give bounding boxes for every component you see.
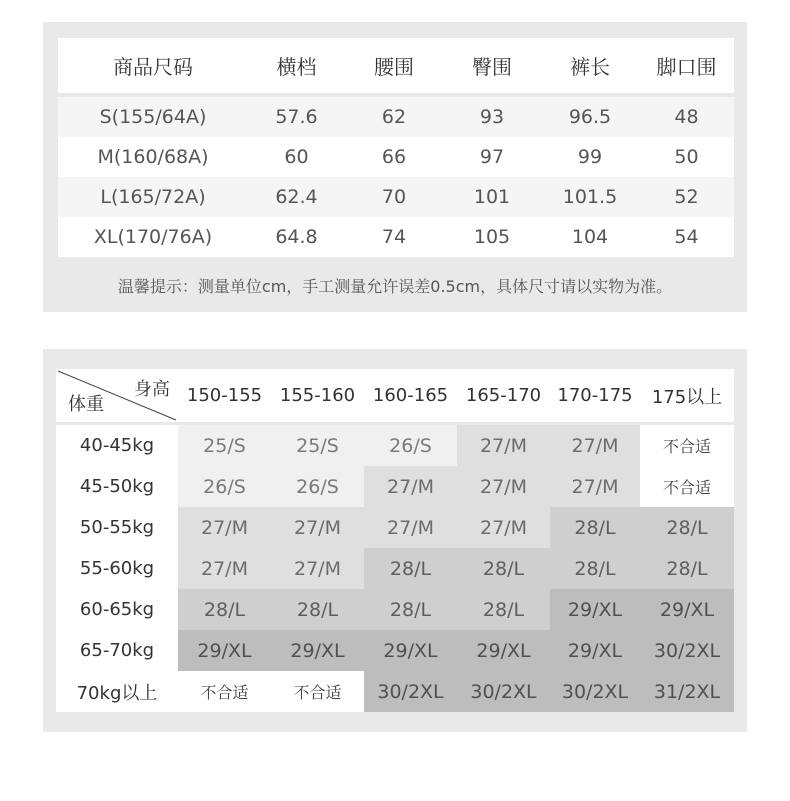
corner-height-label: 身高 (134, 379, 170, 400)
table-cell: 28/L (550, 548, 640, 589)
corner-weight-label: 体重 (68, 394, 104, 415)
table-cell: 27/M (550, 425, 640, 466)
table-cell: 26/S (178, 466, 271, 507)
table-cell: 27/M (457, 425, 550, 466)
weight-label: 50-55kg (56, 507, 178, 548)
table-row (58, 137, 734, 177)
table-cell: 104 (541, 217, 639, 257)
table-cell: 28/L (364, 548, 457, 589)
table-cell: 93 (443, 97, 541, 137)
size-label: L(165/72A) (58, 177, 248, 217)
table-cell: 30/2XL (640, 630, 734, 671)
height-header: 175以上 (640, 369, 734, 422)
table-cell: 28/L (178, 589, 271, 630)
table-cell: 不合适 (640, 425, 734, 466)
table-cell: 64.8 (248, 217, 345, 257)
table-cell: 29/XL (550, 589, 640, 630)
table-cell: 70 (345, 177, 443, 217)
table-cell: 27/M (457, 466, 550, 507)
recommendation-table (56, 369, 734, 712)
height-header: 150-155 (178, 369, 271, 422)
table-cell: 27/M (457, 507, 550, 548)
table-cell: 28/L (640, 507, 734, 548)
table-cell: 不合适 (640, 466, 734, 507)
table-cell: 48 (639, 97, 734, 137)
table-cell: 27/M (550, 466, 640, 507)
table-row (56, 548, 734, 589)
table-cell: 62 (345, 97, 443, 137)
size-chart-panel (43, 22, 747, 312)
table-cell: 54 (639, 217, 734, 257)
header-size: 商品尺码 (58, 38, 248, 93)
weight-label: 40-45kg (56, 425, 178, 466)
table-row (58, 217, 734, 257)
table-cell: 74 (345, 217, 443, 257)
table-cell: 52 (639, 177, 734, 217)
size-chart-table (58, 38, 734, 257)
table-cell: 27/M (271, 507, 364, 548)
table-cell: 25/S (271, 425, 364, 466)
table-cell: 27/M (364, 466, 457, 507)
header-hip: 臀围 (443, 38, 541, 93)
table-cell: 27/M (364, 507, 457, 548)
table-cell: 30/2XL (364, 671, 457, 712)
table-cell: 30/2XL (457, 671, 550, 712)
table-cell: 28/L (364, 589, 457, 630)
table-cell: 57.6 (248, 97, 345, 137)
table-cell: 29/XL (271, 630, 364, 671)
size-label: XL(170/76A) (58, 217, 248, 257)
table-cell: 28/L (271, 589, 364, 630)
table-cell: 不合适 (271, 671, 364, 712)
header-waist: 腰围 (345, 38, 443, 93)
table-cell: 26/S (364, 425, 457, 466)
table-cell: 31/2XL (640, 671, 734, 712)
table-cell: 28/L (457, 589, 550, 630)
table-cell: 50 (639, 137, 734, 177)
weight-label: 70kg以上 (56, 671, 178, 712)
table-row (56, 425, 734, 466)
weight-label: 60-65kg (56, 589, 178, 630)
corner-cell (56, 369, 178, 422)
height-header: 165-170 (457, 369, 550, 422)
table-row (58, 177, 734, 217)
size-chart-header-row (58, 38, 734, 93)
table-cell: 101 (443, 177, 541, 217)
table-cell: 26/S (271, 466, 364, 507)
table-row (56, 507, 734, 548)
table-cell: 99 (541, 137, 639, 177)
table-row (58, 97, 734, 137)
height-header-row (56, 369, 734, 422)
table-cell: 97 (443, 137, 541, 177)
table-row (56, 630, 734, 671)
height-header: 170-175 (550, 369, 640, 422)
table-row (56, 466, 734, 507)
height-header: 160-165 (364, 369, 457, 422)
table-cell: 29/XL (640, 589, 734, 630)
table-cell: 28/L (640, 548, 734, 589)
weight-label: 45-50kg (56, 466, 178, 507)
table-row (56, 671, 734, 712)
header-crotch: 横档 (248, 38, 345, 93)
weight-label: 65-70kg (56, 630, 178, 671)
table-row (56, 589, 734, 630)
size-label: M(160/68A) (58, 137, 248, 177)
table-cell: 27/M (178, 548, 271, 589)
table-cell: 30/2XL (550, 671, 640, 712)
table-cell: 29/XL (550, 630, 640, 671)
header-length: 裤长 (541, 38, 639, 93)
table-cell: 27/M (178, 507, 271, 548)
table-cell: 25/S (178, 425, 271, 466)
table-cell: 60 (248, 137, 345, 177)
table-cell: 101.5 (541, 177, 639, 217)
table-cell: 66 (345, 137, 443, 177)
header-hem: 脚口围 (639, 38, 734, 93)
size-label: S(155/64A) (58, 97, 248, 137)
table-cell: 29/XL (178, 630, 271, 671)
table-cell: 96.5 (541, 97, 639, 137)
table-cell: 不合适 (178, 671, 271, 712)
table-cell: 28/L (457, 548, 550, 589)
table-cell: 28/L (550, 507, 640, 548)
table-cell: 27/M (271, 548, 364, 589)
measurement-note: 温馨提示：测量单位cm，手工测量允许误差0.5cm，具体尺寸请以实物为准。 (117, 277, 673, 296)
table-cell: 105 (443, 217, 541, 257)
table-cell: 29/XL (364, 630, 457, 671)
weight-label: 55-60kg (56, 548, 178, 589)
table-cell: 62.4 (248, 177, 345, 217)
height-header: 155-160 (271, 369, 364, 422)
recommendation-panel (43, 349, 747, 732)
table-cell: 29/XL (457, 630, 550, 671)
